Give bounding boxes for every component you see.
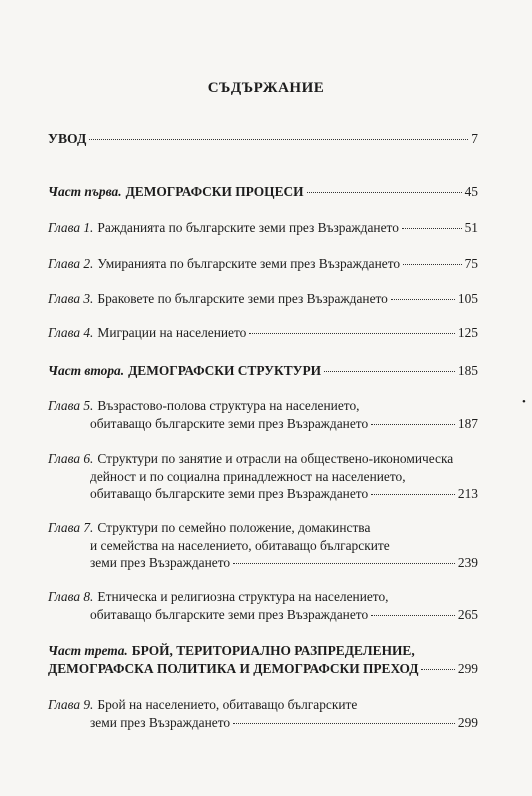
part-label: Част първа. [48,184,122,199]
entry-text-line3: земи през Възраждането [90,555,231,570]
chapter-label: Глава 2. [48,256,94,271]
page-number: 213 [457,486,478,501]
toc-entry-intro[interactable] [48,130,478,148]
toc-entry-ch1[interactable] [48,219,478,237]
entry-text: УВОД [48,131,87,146]
page-number: 239 [457,555,478,570]
chapter-label: Глава 9. [48,697,94,712]
toc-entry-ch8[interactable] [48,588,478,623]
entry-text-line1: Възрастово-полова структура на населението, [97,398,360,413]
leader-dots [391,299,455,300]
entry-text-line2: обитаващо българските земи през Възраждането [90,606,369,622]
leader-dots [371,494,455,495]
page-number: 105 [457,291,478,306]
toc-entry-ch6[interactable] [48,450,478,503]
page-number: 7 [471,131,478,146]
entry-text-line2: земи през Възраждането [90,714,231,730]
entry-text: Миграции на населението [97,325,247,340]
toc-entry-ch2[interactable] [48,255,478,273]
chapter-label: Глава 7. [48,520,94,535]
chapter-label: Глава 1. [48,220,94,235]
entry-text: Ражданията по българските земи през Възраждането [97,220,399,235]
page-number: 265 [457,606,478,622]
entry-text-line1: Брой на населението, обитаващо българските [97,697,358,712]
entry-text-line2: обитаващо българските земи през Възраждането [90,415,369,431]
toc-entry-ch5[interactable] [48,397,478,432]
part-label: Част трета. [48,643,128,658]
leader-dots [233,723,455,724]
leader-dots [233,563,455,564]
leader-dots [307,192,462,193]
leader-dots [421,669,454,670]
chapter-label: Глава 4. [48,325,94,340]
toc-entry-part1[interactable] [48,183,478,201]
leader-dots [324,371,455,372]
toc-entry-part3[interactable] [48,642,478,677]
entry-text-line2: дейност и по социална принадлежност на населението, [90,468,406,484]
page-number: 299 [457,660,478,676]
leader-dots [371,615,455,616]
page-number: 185 [457,363,478,378]
margin-mark: • [522,396,526,408]
chapter-label: Глава 5. [48,398,94,413]
part-label: Част втора. [48,363,125,378]
page-number: 45 [464,184,478,199]
entry-text: ДЕМОГРАФСКИ СТРУКТУРИ [128,363,322,378]
page-number: 51 [464,220,478,235]
leader-dots [249,333,455,334]
entry-text-line1: Структури по занятие и отрасли на обществено-икономическа [97,451,454,466]
entry-text-line2: ДЕМОГРАФСКА ПОЛИТИКА И ДЕМОГРАФСКИ ПРЕХОД [48,660,419,676]
page-title: СЪДЪРЖАНИЕ [207,80,325,96]
entry-text: ДЕМОГРАФСКИ ПРОЦЕСИ [125,184,304,199]
leader-dots [371,424,455,425]
leader-dots [403,264,462,265]
page-number: 299 [457,714,478,730]
entry-text-line2: и семейства на населението, обитаващо българските [90,537,390,553]
entry-text-line3: обитаващо българските земи през Възраждането [90,486,369,501]
toc-entry-ch9[interactable] [48,696,478,731]
toc-entry-part2[interactable] [48,362,478,380]
leader-dots [89,139,468,140]
page-number: 125 [457,325,478,340]
chapter-label: Глава 8. [48,589,94,604]
page-number: 75 [464,256,478,271]
entry-text-line1: Структури по семейно положение, домакинства [97,520,371,535]
chapter-label: Глава 3. [48,291,94,306]
entry-text-line1: Етническа и религиозна структура на населението, [97,589,389,604]
leader-dots [402,228,462,229]
toc-entry-ch3[interactable] [48,290,478,308]
entry-text: Браковете по българските земи през Възраждането [97,291,388,306]
entry-text-line1: БРОЙ, ТЕРИТОРИАЛНО РАЗПРЕДЕЛЕНИЕ, [131,643,415,658]
chapter-label: Глава 6. [48,451,94,466]
toc-entry-ch7[interactable] [48,519,478,572]
toc-entry-ch4[interactable] [48,324,478,342]
entry-text: Умиранията по българските земи през Възраждането [97,256,401,271]
page-number: 187 [457,415,478,431]
